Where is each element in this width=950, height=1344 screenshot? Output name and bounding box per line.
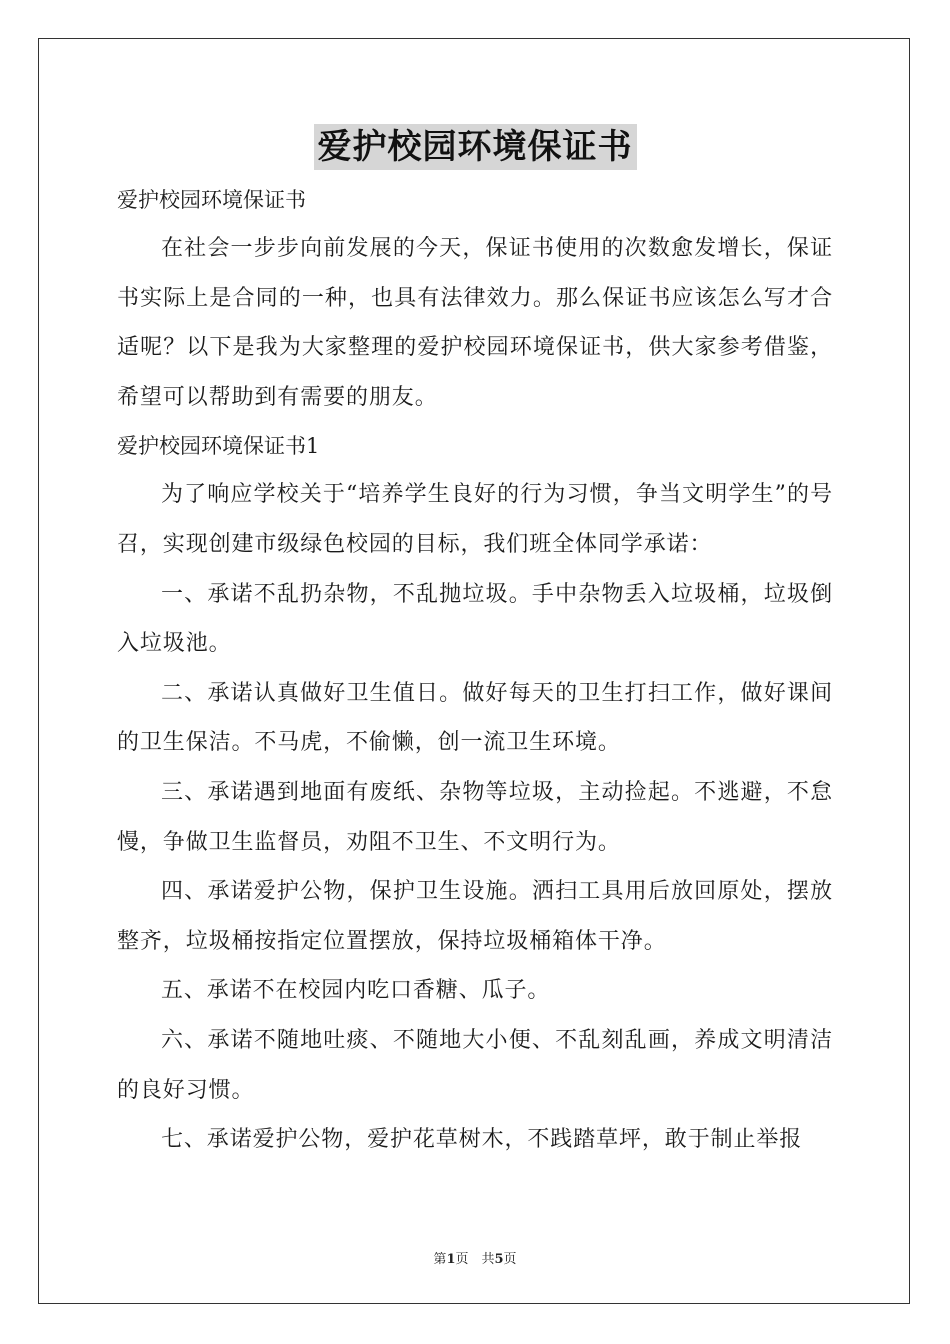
footer-page-mid: 页 共 [455, 1252, 495, 1267]
intro-paragraph: 在社会一步步向前发展的今天，保证书使用的次数愈发增长，保证书实际上是合同的一种，也具有法律效力。那么保证书应该怎么写才合适呢？以下是我为大家整理的爱护校园环境保证书，供大家参考借鉴，希望可以帮助到有需要的朋友。 [117, 236, 833, 410]
page-footer [0, 1248, 950, 1267]
paragraph: 四、承诺爱护公物，保护卫生设施。洒扫工具用后放回原处，摆放整齐，垃圾桶按指定位置摆放，保持垃圾桶箱体干净。 [117, 879, 833, 954]
paragraph: 一、承诺不乱扔杂物，不乱抛垃圾。手中杂物丢入垃圾桶，垃圾倒入垃圾池。 [117, 581, 833, 657]
paragraph: 五、承诺不在校园内吃口香糖、瓜子。 [161, 978, 551, 1004]
document-body [117, 180, 833, 1165]
title-wrap [0, 124, 950, 170]
footer-page-total: 5 [494, 1252, 504, 1267]
document-title: 爱护校园环境保证书 [314, 124, 637, 170]
paragraph: 二、承诺认真做好卫生值日。做好每天的卫生打扫工作，做好课间的卫生保洁。不马虎，不偷懒，创一流卫生环境。 [117, 680, 833, 756]
footer-page-prefix: 第 [433, 1252, 447, 1267]
footer-page-current: 1 [446, 1252, 456, 1267]
section-heading: 爱护校园环境保证书1 [117, 434, 320, 459]
paragraph: 三、承诺遇到地面有废纸、杂物等垃圾，主动捡起。不逃避，不怠慢，争做卫生监督员，劝阻不卫生、不文明行为。 [117, 779, 833, 855]
paragraph: 七、承诺爱护公物，爱护花草树木，不践踏草坪，敢于制止举报 [161, 1127, 803, 1153]
paragraph: 为了响应学校关于“培养学生良好的行为习惯，争当文明学生”的号召，实现创建市级绿色校园的目标，我们班全体同学承诺： [117, 482, 833, 557]
paragraph: 六、承诺不随地吐痰、不随地大小便、不乱刻乱画，养成文明清洁的良好习惯。 [117, 1027, 833, 1103]
document-subtitle: 爱护校园环境保证书 [117, 188, 306, 212]
footer-page-suffix: 页 [503, 1252, 517, 1267]
